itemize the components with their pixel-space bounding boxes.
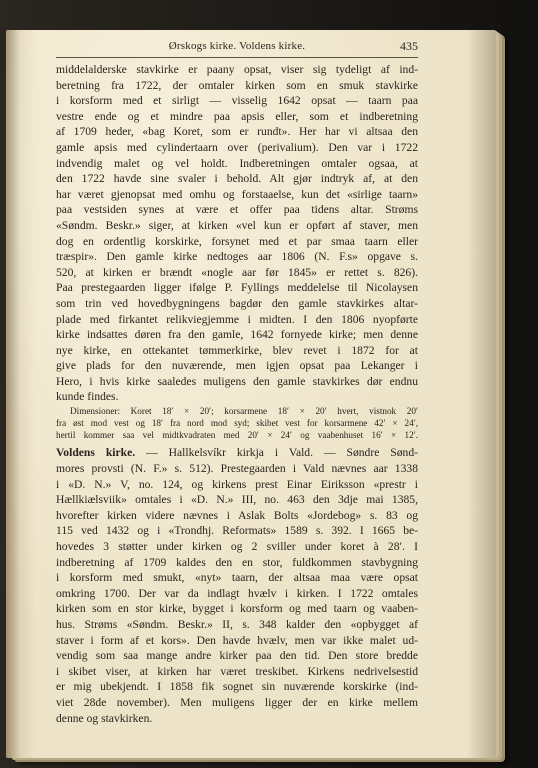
text-line: dog en ordentlig korskirke, forsynet med et par smaa taarn eller (56, 234, 418, 248)
text-line: træspir». Den gamle kirke nedtoges aar 1806 (N. F.s» opgave s. (56, 250, 418, 264)
text-line: Dimensioner: Koret 18′ × 20′; korsarmene 18′ × 20′ hvert, vistnok 20′ (70, 406, 418, 417)
paragraph-volden (56, 445, 418, 726)
text-line: paa vestsiden synes at være et offer paa tidens altar. Strøms (56, 203, 418, 217)
dimensions-note (56, 406, 418, 441)
text-line: gamle apsis med cylindertaarn over (perivalium). Den var i 1722 (56, 140, 418, 154)
text-line: kirken som en stor kirke, bygget i korsform og med taarn og vaaben- (56, 602, 418, 616)
text-line: den 1722 havde sine svaler i behold. Alt gjør indtryk af, at den (56, 172, 418, 186)
text-line: hvorefter kirken videre nævnes i Aslak Bolts «Jordebog» s. 83 og (56, 508, 418, 522)
page-body (56, 62, 418, 726)
text-line: i «D. N.» V, no. 124, og kirkens prest Einar Eiriksson «prestr i (56, 477, 418, 491)
text-line: som trin ved hovedbygningens bagdør den gamle stavkirkes altar- (56, 296, 418, 310)
page-gutter-shadow (6, 30, 20, 758)
text-line: kunde findes. (56, 390, 119, 404)
text-line: kirke indsattes døren fra den gamle, 1642 fornyede kirke; men denne (56, 328, 418, 342)
text-line: 115 ved 1432 og i «Trondhj. Reformats» 1589 s. 392. I 1665 be- (56, 524, 418, 538)
text-line: fra øst mod vest og 18′ fra nord mod syd; skibet vest for korsarmene 42′ × 24′, (56, 417, 418, 428)
text-line: er mig ubekjendt. I 1858 fik sognet sin nuværende korskirke (ind- (56, 680, 418, 694)
text-line: vestre ende og et mindre paa apsis eller, som et indberetning (56, 109, 418, 123)
text-line: beretning fra 1722, der omtaler kirken som en smuk stavkirke (56, 78, 418, 92)
text-line: indvendig malet og vel holdt. Indberetningen omtaler ogsaa, at (56, 156, 418, 170)
text-line: har været gjenopsat med omhu og forstaaelse, kun det «sirlige taarn» (56, 187, 418, 201)
text-fragment: — Hallkelsvíkr kirkja i Vald. — Søndre Sønd- (135, 446, 418, 460)
text-line: middelalderske stavkirke er paany opsat, viser sig tydeligt af ind- (56, 63, 418, 76)
text-line: Hero, i hvis kirke saaledes muligens den gamle stavkirkes dør endnu (56, 374, 418, 388)
text-line: denne og stavkirken. (56, 711, 153, 725)
text-line: indberetning af 1709 kaldes den en stor, fuldkommen stavbygning (56, 555, 418, 569)
text-line: 520, at kirken er brændt «nogle aar før 1845» er rettet s. 826). (56, 265, 418, 279)
paragraph-orskog (56, 62, 418, 405)
text-line: i skibet viser, at kirken har været treskibet. Kirkens nedrivelsestid (56, 664, 418, 678)
text-line: af 1709 heder, «bag Koret, som er rundt». Her har vi altsaa den (56, 125, 418, 139)
text-line: mores provsti (N. F.» s. 512). Prestegaarden i Vald nævnes aar 1338 (56, 462, 418, 476)
text-line: i korsform med et sirligt — visselig 1642 opsat — taarn paa (56, 94, 418, 108)
text-line: «Søndm. Beskr.» siger, at kirken «vel kun er opført af staver, men (56, 218, 418, 232)
page-number: 435 (400, 39, 418, 53)
running-title: Ørskogs kirke. Voldens kirke. (168, 40, 306, 52)
section-title: Voldens kirke. (56, 446, 136, 460)
text-line: hertil kommer saa vel midtkvadraten med 20′ × 24′ og vaabenhuset 16′ × 12′. (56, 429, 418, 440)
text-line: i korsform med smukt, «nyt» taarn, der altsaa maa være opsat (56, 571, 418, 585)
text-line: omkring 1700. Der var da indlagt hvælv i kirken. I 1722 omtales (56, 586, 418, 600)
text-line: Paa prestegaarden ligger ifølge P. Fyllings meddelelse til Nicolaysen (56, 281, 418, 295)
text-line: staver i form af et kors». Den havde hvælv, men var ikke malet ud- (56, 633, 418, 647)
text-line: hovedes 3 støtter under kirken og 2 sviller under koret à 28′. I (56, 540, 418, 554)
header-rule (56, 57, 418, 58)
text-line: Hællkiælsviik» omtales i «D. N.» III, no. 463 den 3dje mai 1385, (56, 493, 418, 507)
text-line: hus. Strøms «Søndm. Beskr.» II, s. 348 kalder den «opbygget af (56, 617, 418, 631)
text-line (56, 445, 418, 461)
text-line: give plads for den nuværende, men igjen opsat paa Lekanger i (56, 359, 418, 373)
text-line: vendig som saa mange andre kirker paa den tid. Den store bredde (56, 649, 418, 663)
page-header (56, 40, 418, 54)
text-line: nye kirke, en ottekantet tømmerkirke, blev revet i 1872 for at (56, 343, 418, 357)
text-line: plade med firkantet relikviegjemme i midten. I den 1806 nyopførte (56, 312, 418, 326)
text-line: viet 28de november). Men muligens ligger der en kirke mellem (56, 695, 418, 709)
